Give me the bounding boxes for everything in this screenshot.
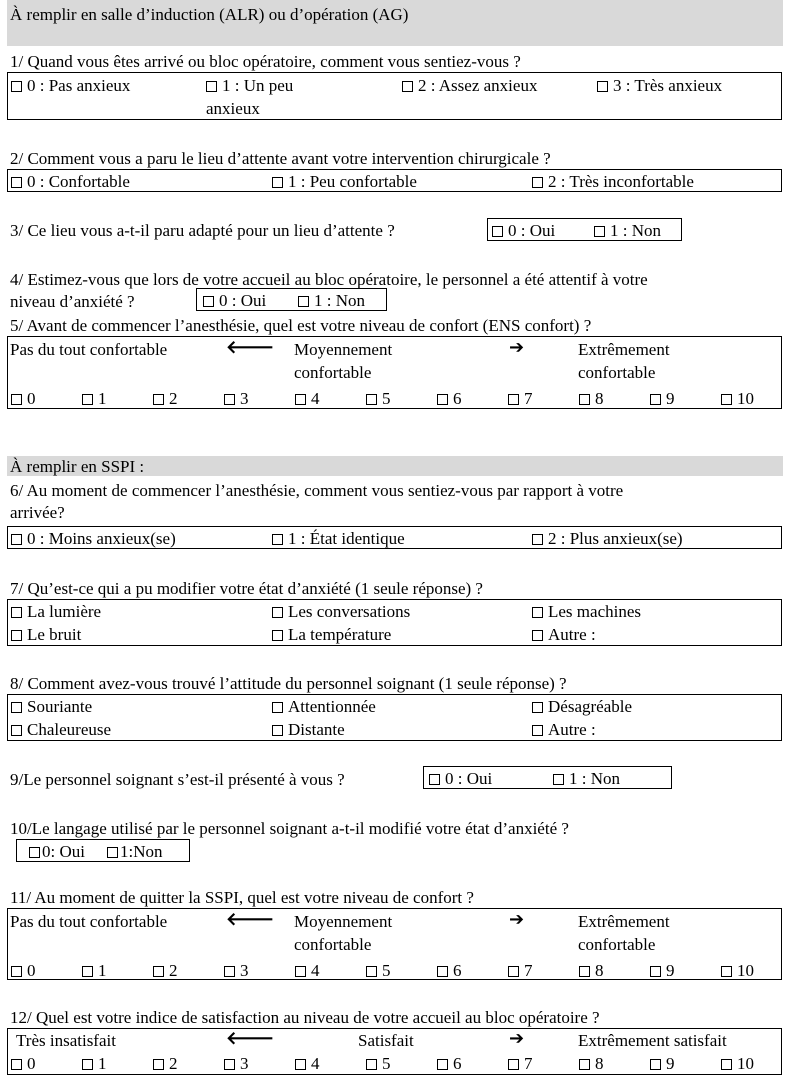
q2-option-0[interactable]: 0 : Confortable	[11, 173, 130, 190]
q5-label-low: Pas du tout confortable	[10, 340, 168, 359]
checkbox-icon[interactable]	[508, 394, 519, 405]
q4-question-line2: niveau d’anxiété ?	[10, 292, 135, 311]
q11-scale-option-7[interactable]: 7	[508, 962, 533, 979]
checkbox-icon[interactable]	[153, 1059, 164, 1070]
q5-scale-option-0[interactable]: 0	[11, 390, 36, 407]
checkbox-icon[interactable]	[203, 296, 214, 307]
checkbox-icon[interactable]	[82, 966, 93, 977]
q8-option-smiling[interactable]: Souriante	[11, 698, 92, 715]
q8-option-distant[interactable]: Distante	[272, 721, 345, 738]
q2-option-1[interactable]: 1 : Peu confortable	[272, 173, 417, 190]
checkbox-icon[interactable]	[429, 774, 440, 785]
q2-question: 2/ Comment vous a paru le lieu d’attente avant votre intervention chirurgicale ?	[10, 149, 551, 168]
checkbox-icon[interactable]	[437, 966, 448, 977]
q12-label-low: Très insatisfait	[16, 1031, 116, 1050]
q12-scale-option-6[interactable]: 6	[437, 1055, 462, 1072]
q3-question: 3/ Ce lieu vous a-t-il paru adapté pour un lieu d’attente ?	[10, 221, 395, 240]
q5-scale-option-10[interactable]: 10	[721, 390, 754, 407]
q11-scale-option-6[interactable]: 6	[437, 962, 462, 979]
q9-option-0[interactable]: 0 : Oui	[429, 770, 492, 787]
q1-option-1-cont: anxieux	[206, 99, 260, 118]
q6-option-0[interactable]: 0 : Moins anxieux(se)	[11, 530, 176, 547]
checkbox-icon[interactable]	[206, 81, 217, 92]
q12-scale-option-10[interactable]: 10	[721, 1055, 754, 1072]
checkbox-icon[interactable]	[532, 607, 543, 618]
q5-scale-option-3[interactable]: 3	[224, 390, 249, 407]
section-title-sspi: À remplir en SSPI :	[10, 457, 145, 476]
checkbox-icon[interactable]	[11, 966, 22, 977]
arrow-left-icon: 🡐	[226, 1028, 275, 1049]
q11-label-mid-1: Moyennement	[294, 912, 393, 931]
q11-label-mid-2: confortable	[294, 935, 372, 954]
q5-scale-option-9[interactable]: 9	[650, 390, 675, 407]
q7-option-light[interactable]: La lumière	[11, 603, 101, 620]
checkbox-icon[interactable]	[508, 966, 519, 977]
q3-option-1[interactable]: 1 : Non	[594, 222, 661, 239]
q5-scale-option-7[interactable]: 7	[508, 390, 533, 407]
checkbox-icon[interactable]	[532, 177, 543, 188]
q7-option-other[interactable]: Autre :	[532, 626, 596, 643]
checkbox-icon[interactable]	[508, 1059, 519, 1070]
checkbox-icon[interactable]	[650, 394, 661, 405]
q12-scale-option-3[interactable]: 3	[224, 1055, 249, 1072]
q8-option-other[interactable]: Autre :	[532, 721, 596, 738]
checkbox-icon[interactable]	[272, 534, 283, 545]
q7-question: 7/ Qu’est-ce qui a pu modifier votre état d’anxiété (1 seule réponse) ?	[10, 579, 483, 598]
checkbox-icon[interactable]	[11, 534, 22, 545]
q5-scale-option-4[interactable]: 4	[295, 390, 320, 407]
q11-label-low: Pas du tout confortable	[10, 912, 168, 931]
checkbox-icon[interactable]	[295, 1059, 306, 1070]
q1-option-1[interactable]: 1 : Un peu	[206, 77, 293, 94]
checkbox-icon[interactable]	[597, 81, 608, 92]
checkbox-icon[interactable]	[366, 966, 377, 977]
checkbox-icon[interactable]	[366, 394, 377, 405]
q6-question-line2: arrivée?	[10, 503, 65, 522]
q8-question: 8/ Comment avez-vous trouvé l’attitude du personnel soignant (1 seule réponse) ?	[10, 674, 567, 693]
q9-option-1[interactable]: 1 : Non	[553, 770, 620, 787]
section-title-alr: À remplir en salle d’induction (ALR) ou d’opération (AG)	[10, 5, 409, 24]
q6-option-1[interactable]: 1 : État identique	[272, 530, 405, 547]
checkbox-icon[interactable]	[272, 177, 283, 188]
checkbox-icon[interactable]	[11, 394, 22, 405]
q3-option-0[interactable]: 0 : Oui	[492, 222, 555, 239]
checkbox-icon[interactable]	[11, 1059, 22, 1070]
checkbox-icon[interactable]	[366, 1059, 377, 1070]
checkbox-icon[interactable]	[272, 702, 283, 713]
q11-scale-option-10[interactable]: 10	[721, 962, 754, 979]
q5-label-mid-1: Moyennement	[294, 340, 393, 359]
checkbox-icon[interactable]	[11, 607, 22, 618]
checkbox-icon[interactable]	[579, 966, 590, 977]
q6-question-line1: 6/ Au moment de commencer l’anesthésie, comment vous sentiez-vous par rapport à votre	[10, 481, 624, 500]
checkbox-icon[interactable]	[11, 81, 22, 92]
q4-option-0[interactable]: 0 : Oui	[203, 292, 266, 309]
q8-option-warm[interactable]: Chaleureuse	[11, 721, 111, 738]
checkbox-icon[interactable]	[29, 847, 40, 858]
q6-option-2[interactable]: 2 : Plus anxieux(se)	[532, 530, 683, 547]
checkbox-icon[interactable]	[107, 847, 118, 858]
checkbox-icon[interactable]	[650, 966, 661, 977]
q10-option-0[interactable]: 0: Oui	[29, 843, 85, 860]
arrow-right-icon: ➔	[509, 909, 525, 930]
q7-option-noise[interactable]: Le bruit	[11, 626, 81, 643]
q12-scale-option-9[interactable]: 9	[650, 1055, 675, 1072]
q5-label-high-2: confortable	[578, 363, 656, 382]
checkbox-icon[interactable]	[295, 394, 306, 405]
q5-scale-option-5[interactable]: 5	[366, 390, 391, 407]
q9-question: 9/Le personnel soignant s’est-il présenté à vous ?	[10, 770, 345, 789]
q12-scale-option-7[interactable]: 7	[508, 1055, 533, 1072]
checkbox-icon[interactable]	[402, 81, 413, 92]
arrow-left-icon: 🡐	[226, 909, 275, 930]
q2-option-2[interactable]: 2 : Très inconfortable	[532, 173, 694, 190]
q1-option-3[interactable]: 3 : Très anxieux	[597, 77, 722, 94]
q12-scale-option-8[interactable]: 8	[579, 1055, 604, 1072]
arrow-right-icon: ➔	[509, 1028, 525, 1049]
checkbox-icon[interactable]	[721, 1059, 732, 1070]
checkbox-icon[interactable]	[553, 774, 564, 785]
checkbox-icon[interactable]	[11, 725, 22, 736]
q11-scale-option-0[interactable]: 0	[11, 962, 36, 979]
q12-scale-option-2[interactable]: 2	[153, 1055, 178, 1072]
checkbox-icon[interactable]	[272, 607, 283, 618]
checkbox-icon[interactable]	[82, 394, 93, 405]
q11-scale-option-4[interactable]: 4	[295, 962, 320, 979]
checkbox-icon[interactable]	[594, 226, 605, 237]
q5-scale-option-2[interactable]: 2	[153, 390, 178, 407]
checkbox-icon[interactable]	[11, 177, 22, 188]
q11-scale-option-1[interactable]: 1	[82, 962, 107, 979]
checkbox-icon[interactable]	[11, 702, 22, 713]
q12-scale-option-0[interactable]: 0	[11, 1055, 36, 1072]
checkbox-icon[interactable]	[532, 725, 543, 736]
q10-question: 10/Le langage utilisé par le personnel soignant a-t-il modifié votre état d’anxiété ?	[10, 819, 569, 838]
checkbox-icon[interactable]	[721, 966, 732, 977]
checkbox-icon[interactable]	[492, 226, 503, 237]
q5-question: 5/ Avant de commencer l’anesthésie, quel est votre niveau de confort (ENS confort) ?	[10, 316, 592, 335]
checkbox-icon[interactable]	[11, 630, 22, 641]
checkbox-icon[interactable]	[579, 394, 590, 405]
q12-label-high: Extrêmement satisfait	[578, 1031, 727, 1050]
q4-question-line1: 4/ Estimez-vous que lors de votre accueil au bloc opératoire, le personnel a été attentif à votre	[10, 270, 648, 289]
arrow-left-icon: 🡐	[226, 337, 275, 358]
q11-scale-option-2[interactable]: 2	[153, 962, 178, 979]
checkbox-icon[interactable]	[82, 1059, 93, 1070]
q11-scale-option-5[interactable]: 5	[366, 962, 391, 979]
checkbox-icon[interactable]	[532, 702, 543, 713]
q11-scale-option-9[interactable]: 9	[650, 962, 675, 979]
q12-scale-option-1[interactable]: 1	[82, 1055, 107, 1072]
q7-option-temperature[interactable]: La température	[272, 626, 391, 643]
q1-question: 1/ Quand vous êtes arrivé ou bloc opératoire, comment vous sentiez-vous ?	[10, 52, 521, 71]
q11-label-high-1: Extrêmement	[578, 912, 670, 931]
q11-label-high-2: confortable	[578, 935, 656, 954]
checkbox-icon[interactable]	[298, 296, 309, 307]
q8-option-unpleasant[interactable]: Désagréable	[532, 698, 632, 715]
q8-option-attentive[interactable]: Attentionnée	[272, 698, 376, 715]
q5-scale-option-6[interactable]: 6	[437, 390, 462, 407]
q11-scale-option-3[interactable]: 3	[224, 962, 249, 979]
q12-scale-option-4[interactable]: 4	[295, 1055, 320, 1072]
q1-option-2[interactable]: 2 : Assez anxieux	[402, 77, 537, 94]
checkbox-icon[interactable]	[437, 394, 448, 405]
q8-options	[7, 694, 782, 741]
checkbox-icon[interactable]	[224, 966, 235, 977]
q5-scale-option-8[interactable]: 8	[579, 390, 604, 407]
checkbox-icon[interactable]	[437, 1059, 448, 1070]
q5-label-high-1: Extrêmement	[578, 340, 670, 359]
q12-scale-option-5[interactable]: 5	[366, 1055, 391, 1072]
checkbox-icon[interactable]	[650, 1059, 661, 1070]
q5-label-mid-2: confortable	[294, 363, 372, 382]
q12-label-mid: Satisfait	[358, 1031, 414, 1050]
checkbox-icon[interactable]	[532, 534, 543, 545]
q12-question: 12/ Quel est votre indice de satisfaction au niveau de votre accueil au bloc opératoire ?	[10, 1008, 600, 1027]
checkbox-icon[interactable]	[224, 394, 235, 405]
checkbox-icon[interactable]	[153, 966, 164, 977]
q11-scale-option-8[interactable]: 8	[579, 962, 604, 979]
checkbox-icon[interactable]	[153, 394, 164, 405]
checkbox-icon[interactable]	[272, 725, 283, 736]
checkbox-icon[interactable]	[721, 394, 732, 405]
checkbox-icon[interactable]	[272, 630, 283, 641]
q11-question: 11/ Au moment de quitter la SSPI, quel est votre niveau de confort ?	[10, 888, 474, 907]
arrow-right-icon: ➔	[509, 337, 525, 358]
checkbox-icon[interactable]	[579, 1059, 590, 1070]
q7-option-conversations[interactable]: Les conversations	[272, 603, 410, 620]
checkbox-icon[interactable]	[532, 630, 543, 641]
checkbox-icon[interactable]	[295, 966, 306, 977]
q1-option-0[interactable]: 0 : Pas anxieux	[11, 77, 130, 94]
q10-option-1[interactable]: 1:Non	[107, 843, 163, 860]
q4-option-1[interactable]: 1 : Non	[298, 292, 365, 309]
q7-option-machines[interactable]: Les machines	[532, 603, 641, 620]
checkbox-icon[interactable]	[224, 1059, 235, 1070]
q5-scale-option-1[interactable]: 1	[82, 390, 107, 407]
